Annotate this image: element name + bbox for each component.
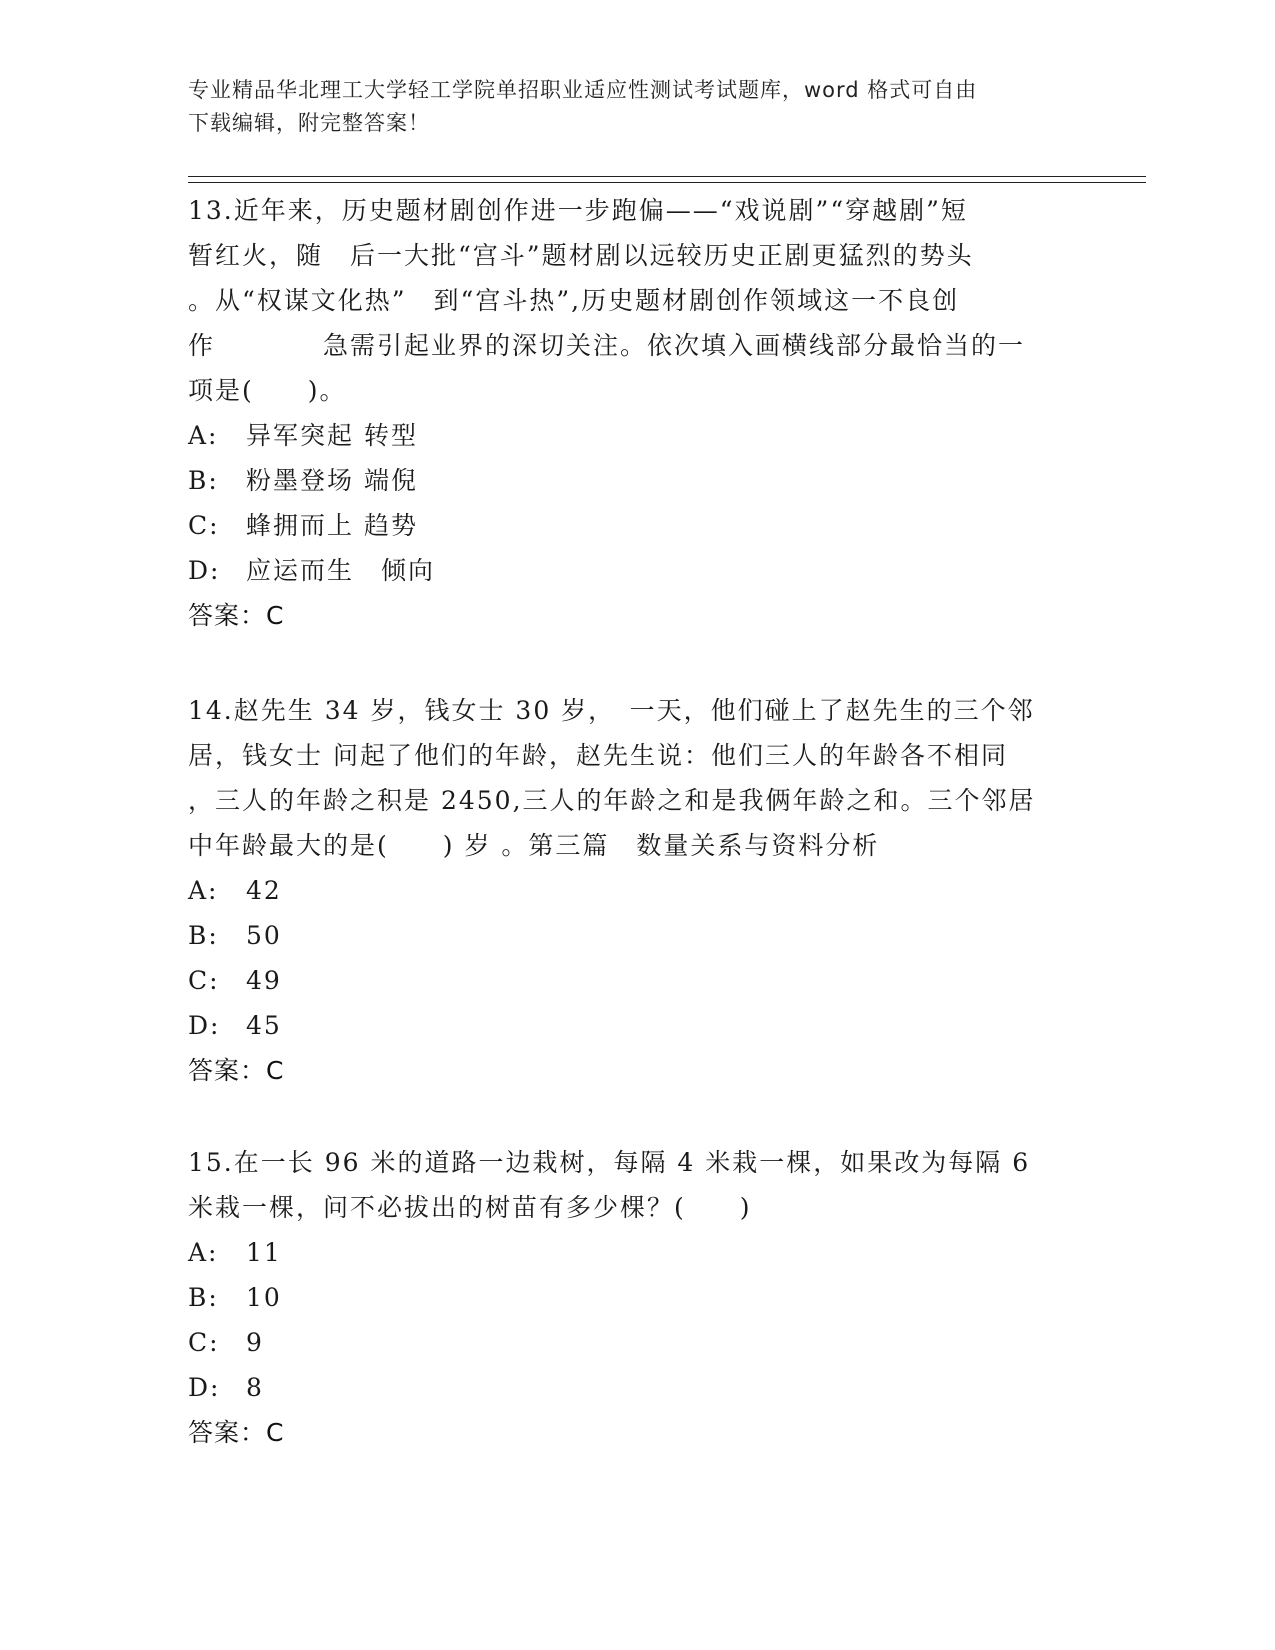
question-13: [188, 188, 1088, 638]
option-letter: A:: [188, 876, 219, 905]
option-c: [188, 503, 1088, 548]
page-header: [188, 74, 1068, 140]
question-stem-line: 。从“权谋文化热” 到“宫斗热”,历史题材剧创作领域这一不良创: [188, 286, 960, 315]
option-letter: C:: [188, 511, 220, 540]
header-line-2: 下载编辑，附完整答案！: [188, 111, 430, 135]
option-c: [188, 958, 1088, 1003]
answer: 答案：C: [188, 1418, 285, 1447]
question-stem-line: 居，钱女士 问起了他们的年龄，赵先生说：他们三人的年龄各不相同: [188, 741, 1008, 770]
option-letter: A:: [188, 1238, 219, 1267]
option-b: [188, 913, 1088, 958]
option-letter: A:: [188, 421, 219, 450]
header-line-1: 专业精品华北理工大学轻工学院单招职业适应性测试考试题库，word 格式可自由: [188, 78, 978, 102]
option-text: 应运而生 倾向: [246, 556, 436, 585]
question-14: [188, 688, 1088, 1093]
question-stem-line: 中年龄最大的是( ) 岁 。第三篇 数量关系与资料分析: [188, 831, 880, 860]
answer: 答案：C: [188, 601, 285, 630]
option-a: [188, 413, 1088, 458]
option-text: 10: [246, 1283, 282, 1312]
answer: 答案：C: [188, 1056, 285, 1085]
option-letter: B:: [188, 1283, 219, 1312]
option-text: 8: [246, 1373, 264, 1402]
option-text: 45: [246, 1011, 282, 1040]
option-text: 11: [246, 1238, 282, 1267]
option-text: 50: [246, 921, 282, 950]
question-stem-line: 作 急需引起业界的深切关注。依次填入画横线部分最恰当的一: [188, 331, 1026, 360]
option-text: 粉墨登场 端倪: [246, 466, 418, 495]
option-d: [188, 548, 1088, 593]
option-letter: C:: [188, 1328, 220, 1357]
option-a: [188, 868, 1088, 913]
question-stem-line: ，三人的年龄之积是 2450,三人的年龄之和是我俩年龄之和。三个邻居: [188, 786, 1036, 815]
option-letter: B:: [188, 466, 219, 495]
question-stem-line: 米栽一棵，问不必拔出的树苗有多少棵？( ): [188, 1193, 752, 1222]
option-letter: D:: [188, 556, 221, 585]
header-divider-bottom: [188, 182, 1146, 183]
option-b: [188, 458, 1088, 503]
question-15: [188, 1140, 1088, 1455]
option-text: 49: [246, 966, 282, 995]
question-stem-line: 项是( )。: [188, 376, 347, 405]
header-divider-top: [188, 176, 1146, 177]
question-stem-line: 13.近年来，历史题材剧创作进一步跑偏——“戏说剧”“穿越剧”短: [188, 196, 968, 225]
option-letter: D:: [188, 1011, 221, 1040]
option-text: 异军突起 转型: [246, 421, 418, 450]
question-stem-line: 暂红火，随 后一大批“宫斗”题材剧以远较历史正剧更猛烈的势头: [188, 241, 974, 270]
option-text: 蜂拥而上 趋势: [246, 511, 418, 540]
option-d: [188, 1003, 1088, 1048]
option-d: [188, 1365, 1088, 1410]
option-letter: B:: [188, 921, 219, 950]
question-stem-line: 14.赵先生 34 岁，钱女士 30 岁， 一天，他们碰上了赵先生的三个邻: [188, 696, 1035, 725]
option-letter: C:: [188, 966, 220, 995]
option-letter: D:: [188, 1373, 221, 1402]
option-c: [188, 1320, 1088, 1365]
option-b: [188, 1275, 1088, 1320]
option-text: 9: [246, 1328, 264, 1357]
option-a: [188, 1230, 1088, 1275]
option-text: 42: [246, 876, 282, 905]
question-stem-line: 15.在一长 96 米的道路一边栽树，每隔 4 米栽一棵，如果改为每隔 6: [188, 1148, 1031, 1177]
